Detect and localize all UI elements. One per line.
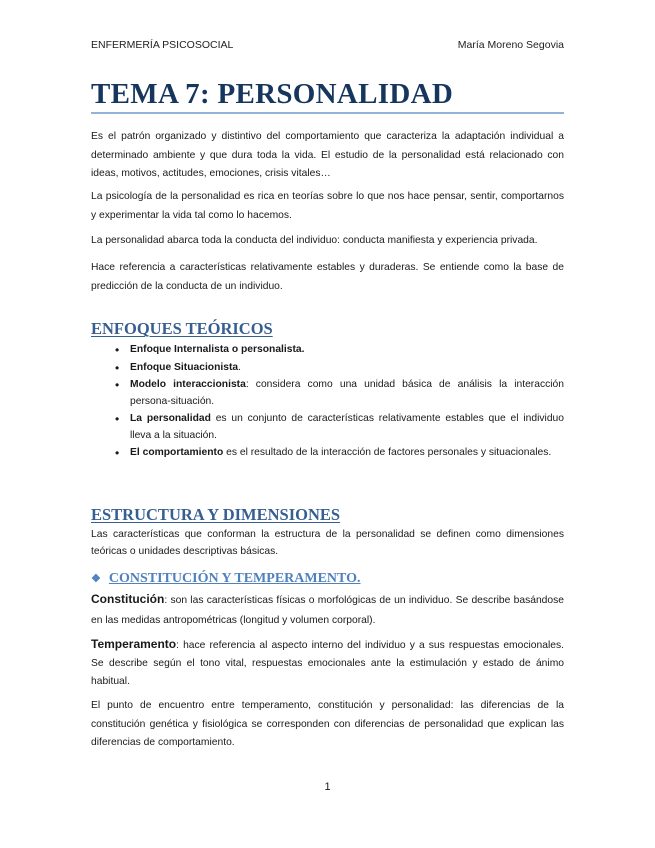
intro-paragraph-3 — [91, 232, 564, 251]
title-rule — [91, 112, 564, 114]
header-course: ENFERMERÍA PSICOSOCIAL — [91, 39, 234, 51]
constitucion-paragraph — [91, 590, 564, 630]
paragraph-text: Hace referencia a características relativamente estables y duraderas. Se entiende como la base de predicción de la conducta de un individuo. — [91, 262, 564, 292]
intro-paragraph-2 — [91, 188, 564, 225]
header-author: María Moreno Segovia — [457, 39, 564, 51]
subsection-title: CONSTITUCIÓN Y TEMPERAMENTO. — [108, 571, 361, 586]
item-text: . — [238, 361, 242, 373]
list-item — [91, 342, 564, 359]
temperamento-paragraph — [91, 635, 564, 691]
paragraph-text: Las características que conforman la estructura de la personalidad se definen como dimensiones teóricas o unidades descriptivas básicas. — [91, 529, 564, 557]
paragraph-text: La personalidad abarca toda la conducta del individuo: conducta manifiesta y experiencia privada. — [91, 235, 538, 246]
term-lead: Temperamento — [91, 637, 177, 651]
section-heading-estructura: ESTRUCTURA Y DIMENSIONES — [91, 505, 341, 524]
item-lead: Modelo interaccionista — [130, 379, 246, 390]
item-text: es el resultado de la interacción de factores personales y situacionales. — [223, 447, 552, 458]
subsection-heading-constitucion — [91, 571, 564, 587]
list-item — [91, 445, 564, 462]
list-item — [91, 377, 564, 410]
list-item — [91, 360, 564, 377]
intro-paragraph-4 — [91, 259, 564, 296]
page-number: 1 — [324, 781, 331, 793]
term-text: : son las características físicas o morfológicas de un individuo. Se describe basándose en las medidas antropométricas (longitud y volumen corporal). — [91, 595, 564, 626]
paragraph-text: El punto de encuentro entre temperamento, constitución y personalidad: las diferencias de la constitución genética y fisiológica se corresponden con diferencias de personalidad que explican las diferencias de comportamiento. — [91, 700, 564, 748]
item-lead: Enfoque Internalista o personalista. — [130, 344, 305, 355]
paragraph-text: Es el patrón organizado y distintivo del comportamiento que caracteriza la adaptación individual a determinado ambiente y que dura toda la vida. El estudio de la personalidad está relacionado con ideas, motivos, actitudes, emociones, crisis vitales… — [91, 131, 564, 179]
diamond-bullet-icon: ❖ — [91, 573, 101, 585]
term-lead: Constitución — [91, 592, 165, 606]
encuentro-paragraph — [91, 697, 564, 753]
estructura-paragraph — [91, 526, 564, 560]
intro-paragraph-1 — [91, 128, 564, 184]
item-text: es un conjunto de características relativamente estables que el individuo lleva a la situación. — [130, 413, 564, 441]
enfoques-list — [91, 342, 564, 463]
list-item — [91, 411, 564, 444]
item-text: : considera como una unidad básica de análisis la interacción persona-situación. — [130, 379, 564, 407]
page-title: TEMA 7: PERSONALIDAD — [91, 78, 454, 110]
paragraph-text: La psicología de la personalidad es rica en teorías sobre lo que nos hace pensar, sentir, comportarnos y experimentar la vida tal como lo hacemos. — [91, 191, 564, 221]
item-lead: La personalidad — [130, 413, 211, 424]
item-lead: Enfoque Situacionista — [130, 361, 239, 373]
section-heading-enfoques: ENFOQUES TEÓRICOS — [91, 319, 273, 338]
item-lead: El comportamiento — [130, 447, 224, 458]
term-text: : hace referencia al aspecto interno del individuo y a sus respuestas emocionales. Se describe según el tono vital, respuestas emocionales ante la estimulación y estado de ánimo habitual. — [91, 640, 564, 687]
